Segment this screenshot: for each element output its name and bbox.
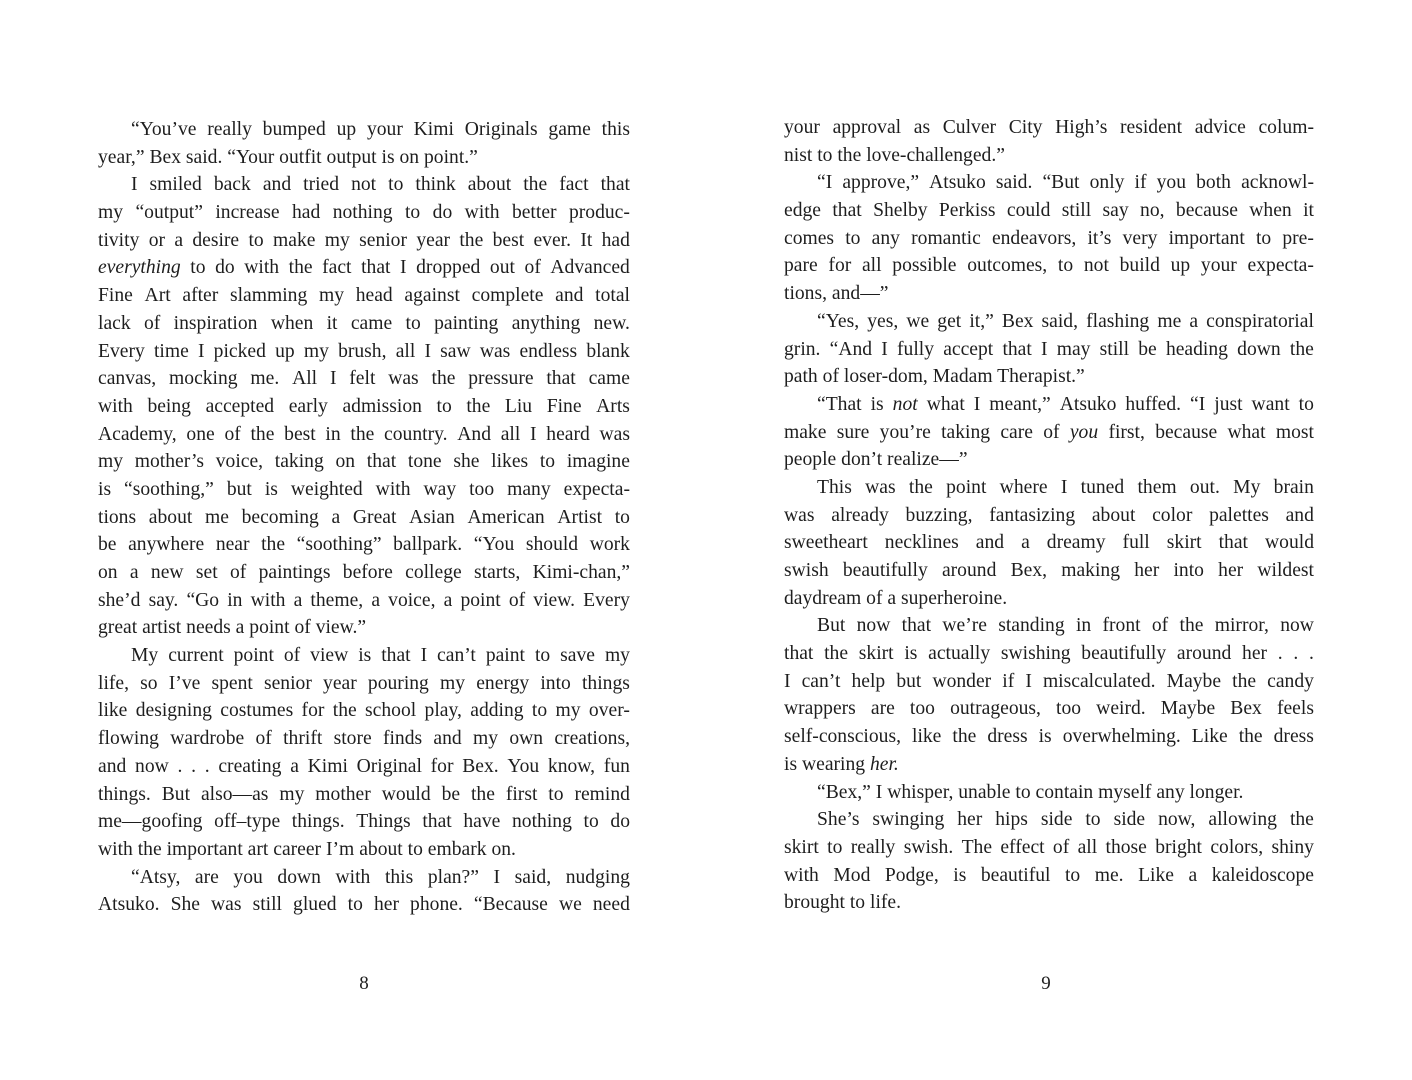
text-line: My current point of view is that I can’t paint to save my	[131, 645, 630, 667]
text-line: tivity or a desire to make my senior year the best ever. It had	[98, 229, 630, 251]
text-line: your approval as Culver City High’s resident advice colum-	[784, 117, 1314, 138]
text-line: Every time I picked up my brush, all I saw was endless blank	[98, 340, 630, 362]
text-line: is “soothing,” but is weighted with way too many expecta-	[98, 478, 630, 500]
text-line: grin. “And I fully accept that I may still be heading down the	[784, 338, 1314, 360]
text-line: year,” Bex said. “Your outfit output is on point.”	[98, 146, 478, 168]
text-line: make sure you’re taking care of you first, because what most	[784, 421, 1314, 443]
text-line: flowing wardrobe of thrift store finds and my own creations,	[98, 728, 630, 750]
text-line: I can’t help but wonder if I miscalculated. Maybe the candy	[784, 670, 1314, 692]
text-line: that the skirt is actually swishing beautifully around her . . .	[784, 643, 1314, 665]
text-line: brought to life.	[784, 892, 902, 914]
text-line: with the important art career I’m about to embark on.	[98, 838, 516, 860]
text-line: sweetheart necklines and a dreamy full skirt that would	[784, 532, 1314, 554]
text-line: me—goofing off–type things. Things that have nothing to do	[98, 811, 630, 833]
page-number-right: 9	[1041, 973, 1051, 994]
text-line: “That is not what I meant,” Atsuko huffed. “I just want to	[817, 393, 1314, 415]
text-line: daydream of a superheroine.	[784, 587, 1008, 609]
text-line: Fine Art after slamming my head against complete and total	[98, 285, 630, 307]
text-line: path of loser-dom, Madam Therapist.”	[784, 366, 1085, 388]
text-line: be anywhere near the “soothing” ballpark. “You should work	[98, 534, 630, 556]
text-line: with being accepted early admission to the Liu Fine Arts	[98, 395, 630, 417]
text-line: pare for all possible outcomes, to not build up your expecta-	[784, 255, 1314, 277]
page-number-left: 8	[359, 973, 369, 994]
text-line: swish beautifully around Bex, making her into her wildest	[784, 560, 1314, 581]
text-line: with Mod Podge, is beautiful to me. Like a kaleidoscope	[784, 864, 1314, 886]
text-line: she’d say. “Go in with a theme, a voice, a point of view. Every	[98, 589, 630, 611]
text-line: This was the point where I tuned them out. My brain	[817, 476, 1314, 498]
left-page-text	[98, 116, 630, 919]
text-line: nist to the love-challenged.”	[784, 144, 1005, 166]
right-page-text	[784, 114, 1314, 917]
text-line: Atsuko. She was still glued to her phone. “Because we need	[98, 894, 630, 916]
text-line: “I approve,” Atsuko said. “But only if you both acknowl-	[817, 172, 1314, 194]
text-line: my mother’s voice, taking on that tone she likes to imagine	[98, 451, 630, 473]
right-page	[706, 0, 1412, 1080]
text-line: “Yes, yes, we get it,” Bex said, flashing me a conspiratorial	[817, 310, 1314, 332]
text-line: But now that we’re standing in front of the mirror, now	[817, 615, 1314, 637]
text-line: comes to any romantic endeavors, it’s very important to pre-	[784, 227, 1314, 249]
text-line: and now . . . creating a Kimi Original for Bex. You know, fun	[98, 755, 630, 777]
text-line: things. But also—as my mother would be the first to remind	[98, 783, 630, 805]
text-line: skirt to really swish. The effect of all those bright colors, shiny	[784, 836, 1314, 858]
text-line: I smiled back and tried not to think about the fact that	[131, 174, 630, 196]
text-line: tions about me becoming a Great Asian American Artist to	[98, 506, 630, 528]
text-line: “Bex,” I whisper, unable to contain myself any longer.	[817, 781, 1244, 803]
text-line: is wearing her.	[784, 753, 899, 775]
text-line: self-conscious, like the dress is overwhelming. Like the dress	[784, 726, 1314, 748]
text-line: on a new set of paintings before college starts, Kimi-chan,”	[98, 562, 630, 583]
text-line: wrappers are too outrageous, too weird. Maybe Bex feels	[784, 698, 1314, 720]
text-line: my “output” increase had nothing to do with better produc-	[98, 202, 630, 224]
text-line: Academy, one of the best in the country. And all I heard was	[98, 423, 630, 445]
text-line: edge that Shelby Perkiss could still say no, because when it	[784, 200, 1314, 222]
text-line: great artist needs a point of view.”	[98, 617, 367, 639]
text-line: tions, and—”	[784, 283, 889, 305]
text-line: people don’t realize—”	[784, 449, 968, 471]
text-line: “You’ve really bumped up your Kimi Originals game this	[131, 119, 630, 140]
text-line: was already buzzing, fantasizing about color palettes and	[784, 504, 1314, 526]
text-line: life, so I’ve spent senior year pouring my energy into things	[98, 672, 630, 694]
text-line: like designing costumes for the school play, adding to my over-	[98, 700, 630, 722]
text-line: She’s swinging her hips side to side now, allowing the	[817, 809, 1314, 831]
text-line: lack of inspiration when it came to painting anything new.	[98, 312, 630, 334]
text-line: everything to do with the fact that I dropped out of Advanced	[98, 257, 630, 279]
text-line: “Atsy, are you down with this plan?” I said, nudging	[131, 866, 630, 888]
text-line: canvas, mocking me. All I felt was the pressure that came	[98, 368, 630, 390]
